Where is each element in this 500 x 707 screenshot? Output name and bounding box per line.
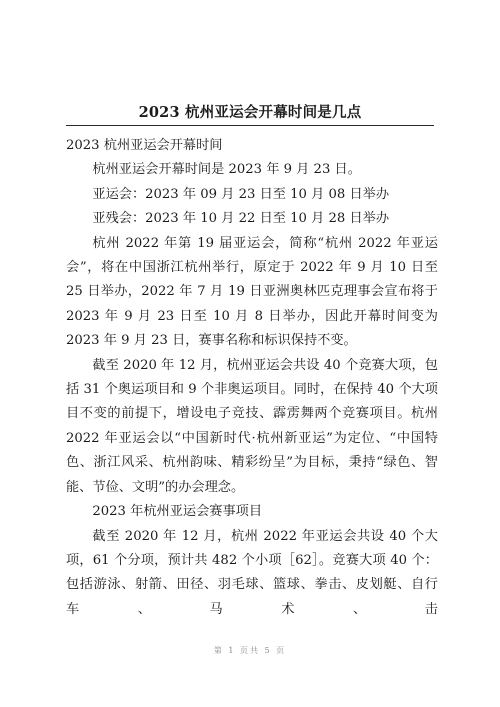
- paragraph-para-games-dates: 亚残会：2023 年 10 月 22 日至 10 月 28 日举办: [92, 211, 390, 227]
- paragraph-event-list: 截至 2020 年 12 月，杭州 2022 年亚运会共设 40 个大项，61 个分项，预计共 482 个小项［62］。竞赛大项 40 个：包括游泳、射箭、田径、羽毛球、篮球、拳击、皮划艇、自行车、马术、击: [66, 528, 438, 617]
- page-number-footer: 第 1 页共 5 页: [213, 646, 287, 655]
- document-body: [66, 134, 438, 622]
- section-heading-opening-time: 2023 杭州亚运会开幕时间: [66, 138, 223, 153]
- section-heading-events: 2023 年杭州亚运会赛事项目: [92, 504, 263, 520]
- paragraph-background: 杭州 2022 年第 19 届亚运会，简称“杭州 2022 年亚运会”，将在中国浙江杭州举行，原定于 2022 年 9 月 10 日至 25 日举办，2022 年 7 月 19 日亚洲奥林匹克理事会宣布将于 2023 年 9 月 23 日至 10 月 8 日举办，因此开幕时间变为 2023 年 9 月 23 日，赛事名称和标识保持不变。: [66, 235, 438, 349]
- title-divider: [66, 125, 434, 126]
- paragraph-asian-games-dates: 亚运会：2023 年 09 月 23 日至 10 月 08 日举办: [92, 186, 390, 202]
- document-title: 2023 杭州亚运会开幕时间是几点: [138, 104, 362, 121]
- paragraph-opening-date: 杭州亚运会开幕时间是 2023 年 9 月 23 日。: [92, 162, 361, 178]
- paragraph-events-overview: 截至 2020 年 12 月，杭州亚运会共设 40 个竞赛大项，包括 31 个奥运项目和 9 个非奥运项目。同时，在保持 40 个大项目不变的前提下，增设电子竞技、霹雳舞两个竞赛项目。杭州 2022 年亚运会以“中国新时代·杭州新亚运”为定位、“中国特色、浙江风采、杭州韵味、精彩纷呈”为目标，秉持“绿色、智能、节俭、文明”的办会理念。: [66, 357, 438, 495]
